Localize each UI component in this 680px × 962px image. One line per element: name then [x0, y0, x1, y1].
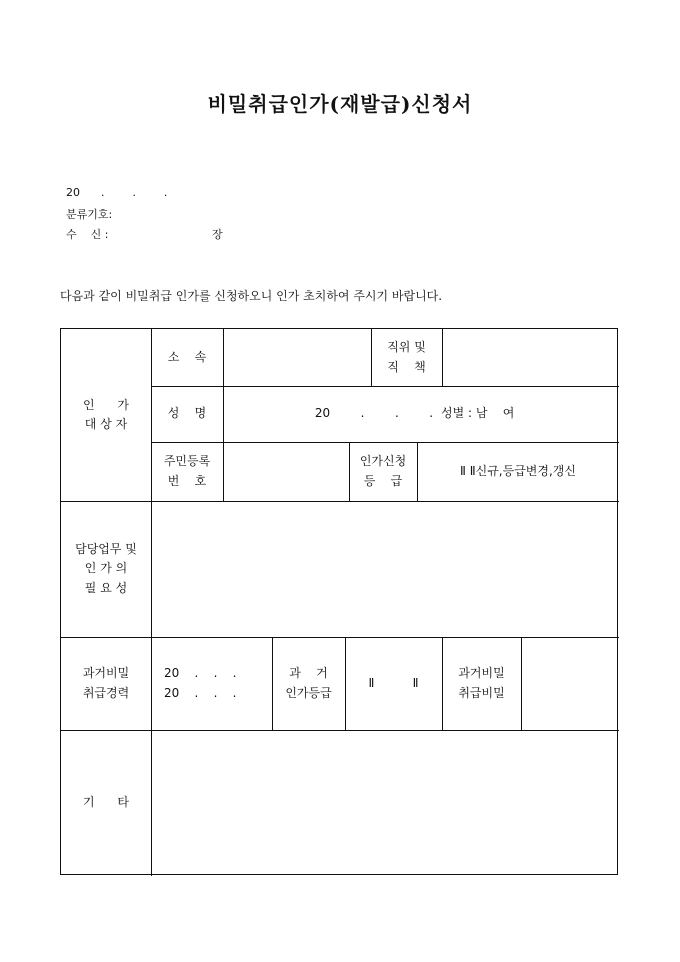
- past-grade-options[interactable]: Ⅱ Ⅱ: [368, 675, 419, 690]
- duty-label: 담당업무 및 인 가 의 필 요 성: [75, 542, 137, 595]
- etc-label: 기 타: [82, 794, 130, 809]
- application-table: [60, 328, 618, 875]
- resident-number-field[interactable]: [223, 442, 349, 501]
- position-field[interactable]: [442, 329, 619, 386]
- resident-number-label: 주민등록 번 호: [163, 454, 211, 488]
- affiliation-label: 소 속: [167, 349, 207, 364]
- classification-label: 분류기호:: [66, 208, 113, 221]
- date-line: 20 . . .: [66, 186, 168, 199]
- intro-text: 다음과 같이 비밀취급 인가를 신청하오니 인가 초치하여 주시기 바랍니다.: [60, 289, 443, 303]
- subject-label: 인 가 대 상 자: [82, 397, 130, 431]
- past-secret-field[interactable]: [521, 637, 619, 730]
- affiliation-field[interactable]: [223, 329, 371, 386]
- form-title: 비밀취급인가(재발급)신청서: [207, 92, 473, 116]
- position-label: 직위 및 직 책: [387, 340, 426, 374]
- grade-label: 인가신청 등 급: [359, 454, 407, 488]
- past-secret-label: 과거비밀 취급비밀: [458, 666, 505, 700]
- birth-date-field[interactable]: 20 . . .: [314, 406, 434, 421]
- recipient-label: 수 신 :: [66, 228, 109, 241]
- past-dates-field[interactable]: 20 . . . 20 . . .: [164, 666, 237, 700]
- gender-field[interactable]: 성별 : 남 여: [441, 406, 515, 421]
- past-career-label: 과거비밀 취급경력: [82, 666, 130, 700]
- recipient-suffix: 장: [212, 228, 223, 241]
- name-label: 성 명: [167, 406, 207, 421]
- past-grade-label: 과 거 인가등급: [285, 666, 332, 700]
- grade-options[interactable]: Ⅱ Ⅱ신규,등급변경,갱신: [460, 463, 576, 478]
- etc-field[interactable]: [151, 730, 619, 875]
- duty-field[interactable]: [151, 501, 619, 637]
